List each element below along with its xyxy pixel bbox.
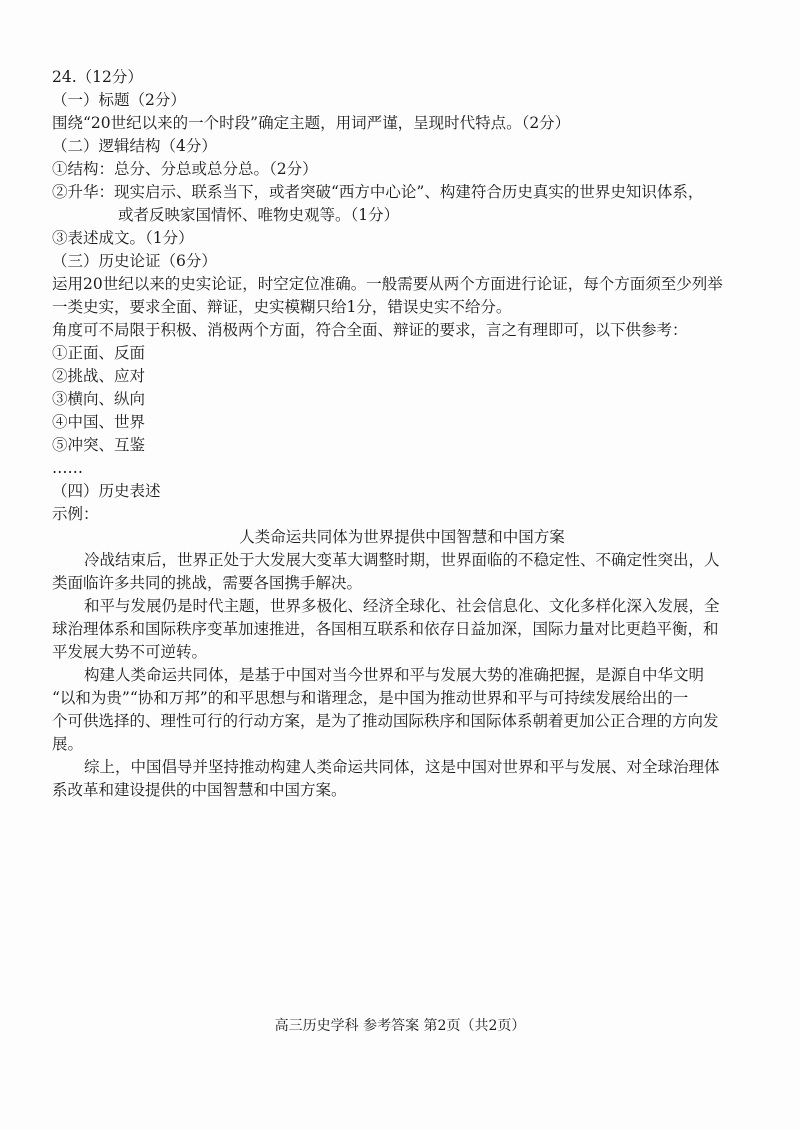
section-2-item-2-line-2: 或者反映家国情怀、唯物史观等。（1分） xyxy=(118,206,400,224)
section-1-text: 围绕“20世纪以来的一个时段”确定主题，用词严谨，呈现时代特点。（2分） xyxy=(52,114,571,132)
angle-item: ⑤冲突、互鉴 xyxy=(52,436,146,454)
essay-paragraph-3-line-3: 个可供选择的、理性可行的行动方案，是为了推动国际秩序和国际体系朝着更加公正合理的方向发 xyxy=(52,712,719,730)
essay-paragraph-3-line-2: “以和为贵”“协和万邦”的和平思想与和谐理念，是中国为推动世界和平与可持续发展给出的一 xyxy=(52,689,689,707)
angle-item: ④中国、世界 xyxy=(52,413,146,431)
essay-paragraph-2-line-2: 球治理体系和国际秩序变革加速推进，各国相互联系和依存日益加深，国际力量对比更趋平衡，和 xyxy=(52,620,719,638)
section-2-item-3: ③表述成文。（1分） xyxy=(52,229,194,247)
essay-paragraph-1-line-1: 冷战结束后，世界正处于大发展大变革大调整时期，世界面临的不稳定性、不确定性突出，人 xyxy=(84,551,720,569)
essay-paragraph-3-line-1: 构建人类命运共同体，是基于中国对当今世界和平与发展大势的准确把握，是源自中华文明 xyxy=(84,666,705,684)
section-2-item-1: ①结构：总分、分总或总分总。（2分） xyxy=(52,160,318,178)
essay-paragraph-3-line-4: 展。 xyxy=(52,735,84,753)
page-footer: 高三历史学科 参考答案 第2页（共2页） xyxy=(274,1018,526,1034)
essay-paragraph-2-line-3: 平发展大势不可逆转。 xyxy=(52,643,208,661)
angle-item: ③横向、纵向 xyxy=(52,390,146,408)
section-2-item-2-line-1: ②升华：现实启示、联系当下，或者突破“西方中心论”、构建符合历史真实的世界史知识体系， xyxy=(52,183,704,201)
section-2-title: （二）逻辑结构（4分） xyxy=(52,137,217,155)
essay-paragraph-1-line-2: 类面临许多共同的挑战，需要各国携手解决。 xyxy=(52,574,363,592)
answer-content xyxy=(52,66,752,802)
section-1-title: （一）标题（2分） xyxy=(52,91,186,109)
angle-item: ②挑战、应对 xyxy=(52,367,146,385)
essay-paragraph-2-line-1: 和平与发展仍是时代主题，世界多极化、经济全球化、社会信息化、文化多样化深入发展，全 xyxy=(84,597,720,615)
example-label: 示例： xyxy=(52,505,99,523)
essay-paragraph-4-line-2: 系改革和建设提供的中国智慧和中国方案。 xyxy=(52,781,347,799)
question-number: 24.（12分） xyxy=(52,68,143,86)
section-3-title: （三）历史论证（6分） xyxy=(52,252,217,270)
essay-paragraph-4-line-1: 综上，中国倡导并坚持推动构建人类命运共同体，这是中国对世界和平与发展、对全球治理体 xyxy=(84,758,720,776)
section-3-text-2: 角度可不局限于积极、消极两个方面，符合全面、辩证的要求，言之有理即可，以下供参考： xyxy=(52,321,688,339)
section-4-title: （四）历史表述 xyxy=(52,482,161,500)
angle-item: ①正面、反面 xyxy=(52,344,146,362)
section-3-text-line-2: 一类史实，要求全面、辩证，史实模糊只给1分，错误史实不给分。 xyxy=(52,298,512,316)
essay-title: 人类命运共同体为世界提供中国智慧和中国方案 xyxy=(239,528,565,546)
section-3-text-line-1: 运用20世纪以来的史实论证，时空定位准确。一般需要从两个方面进行论证，每个方面须至少列举 xyxy=(52,275,723,293)
angles-ellipsis: …… xyxy=(52,459,83,477)
